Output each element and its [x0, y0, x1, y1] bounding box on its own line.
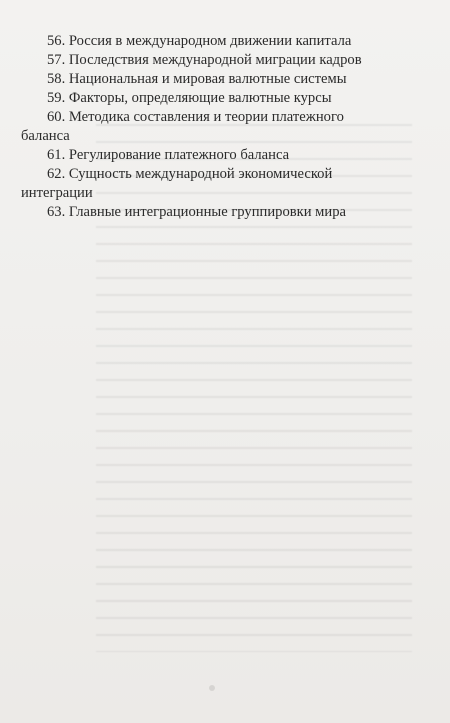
toc-item-text: 62. Сущность международной экономической — [47, 166, 333, 182]
toc-item-59 — [21, 89, 441, 108]
table-of-contents — [21, 32, 441, 222]
toc-item-61 — [21, 146, 441, 165]
toc-item-continuation: интеграции — [21, 185, 93, 201]
toc-item-text: 60. Методика составления и теории платежного — [47, 109, 344, 125]
toc-item-text: 58. Национальная и мировая валютные системы — [47, 71, 347, 87]
toc-item-text: 63. Главные интеграционные группировки мира — [47, 204, 346, 220]
toc-item-continuation: баланса — [21, 128, 70, 144]
toc-item-58 — [21, 70, 441, 89]
toc-item-text: 61. Регулирование платежного баланса — [47, 147, 290, 163]
toc-item-57 — [21, 51, 441, 70]
toc-item-text: 57. Последствия международной миграции кадров — [47, 52, 362, 68]
toc-item-60 — [21, 108, 441, 146]
toc-item-text: 59. Факторы, определяющие валютные курсы — [47, 90, 332, 106]
toc-item-62 — [21, 165, 441, 203]
toc-item-56 — [21, 32, 441, 51]
toc-item-text: 56. Россия в международном движении капитала — [47, 33, 352, 49]
faint-page-mark — [206, 680, 218, 690]
toc-item-63 — [21, 203, 441, 222]
